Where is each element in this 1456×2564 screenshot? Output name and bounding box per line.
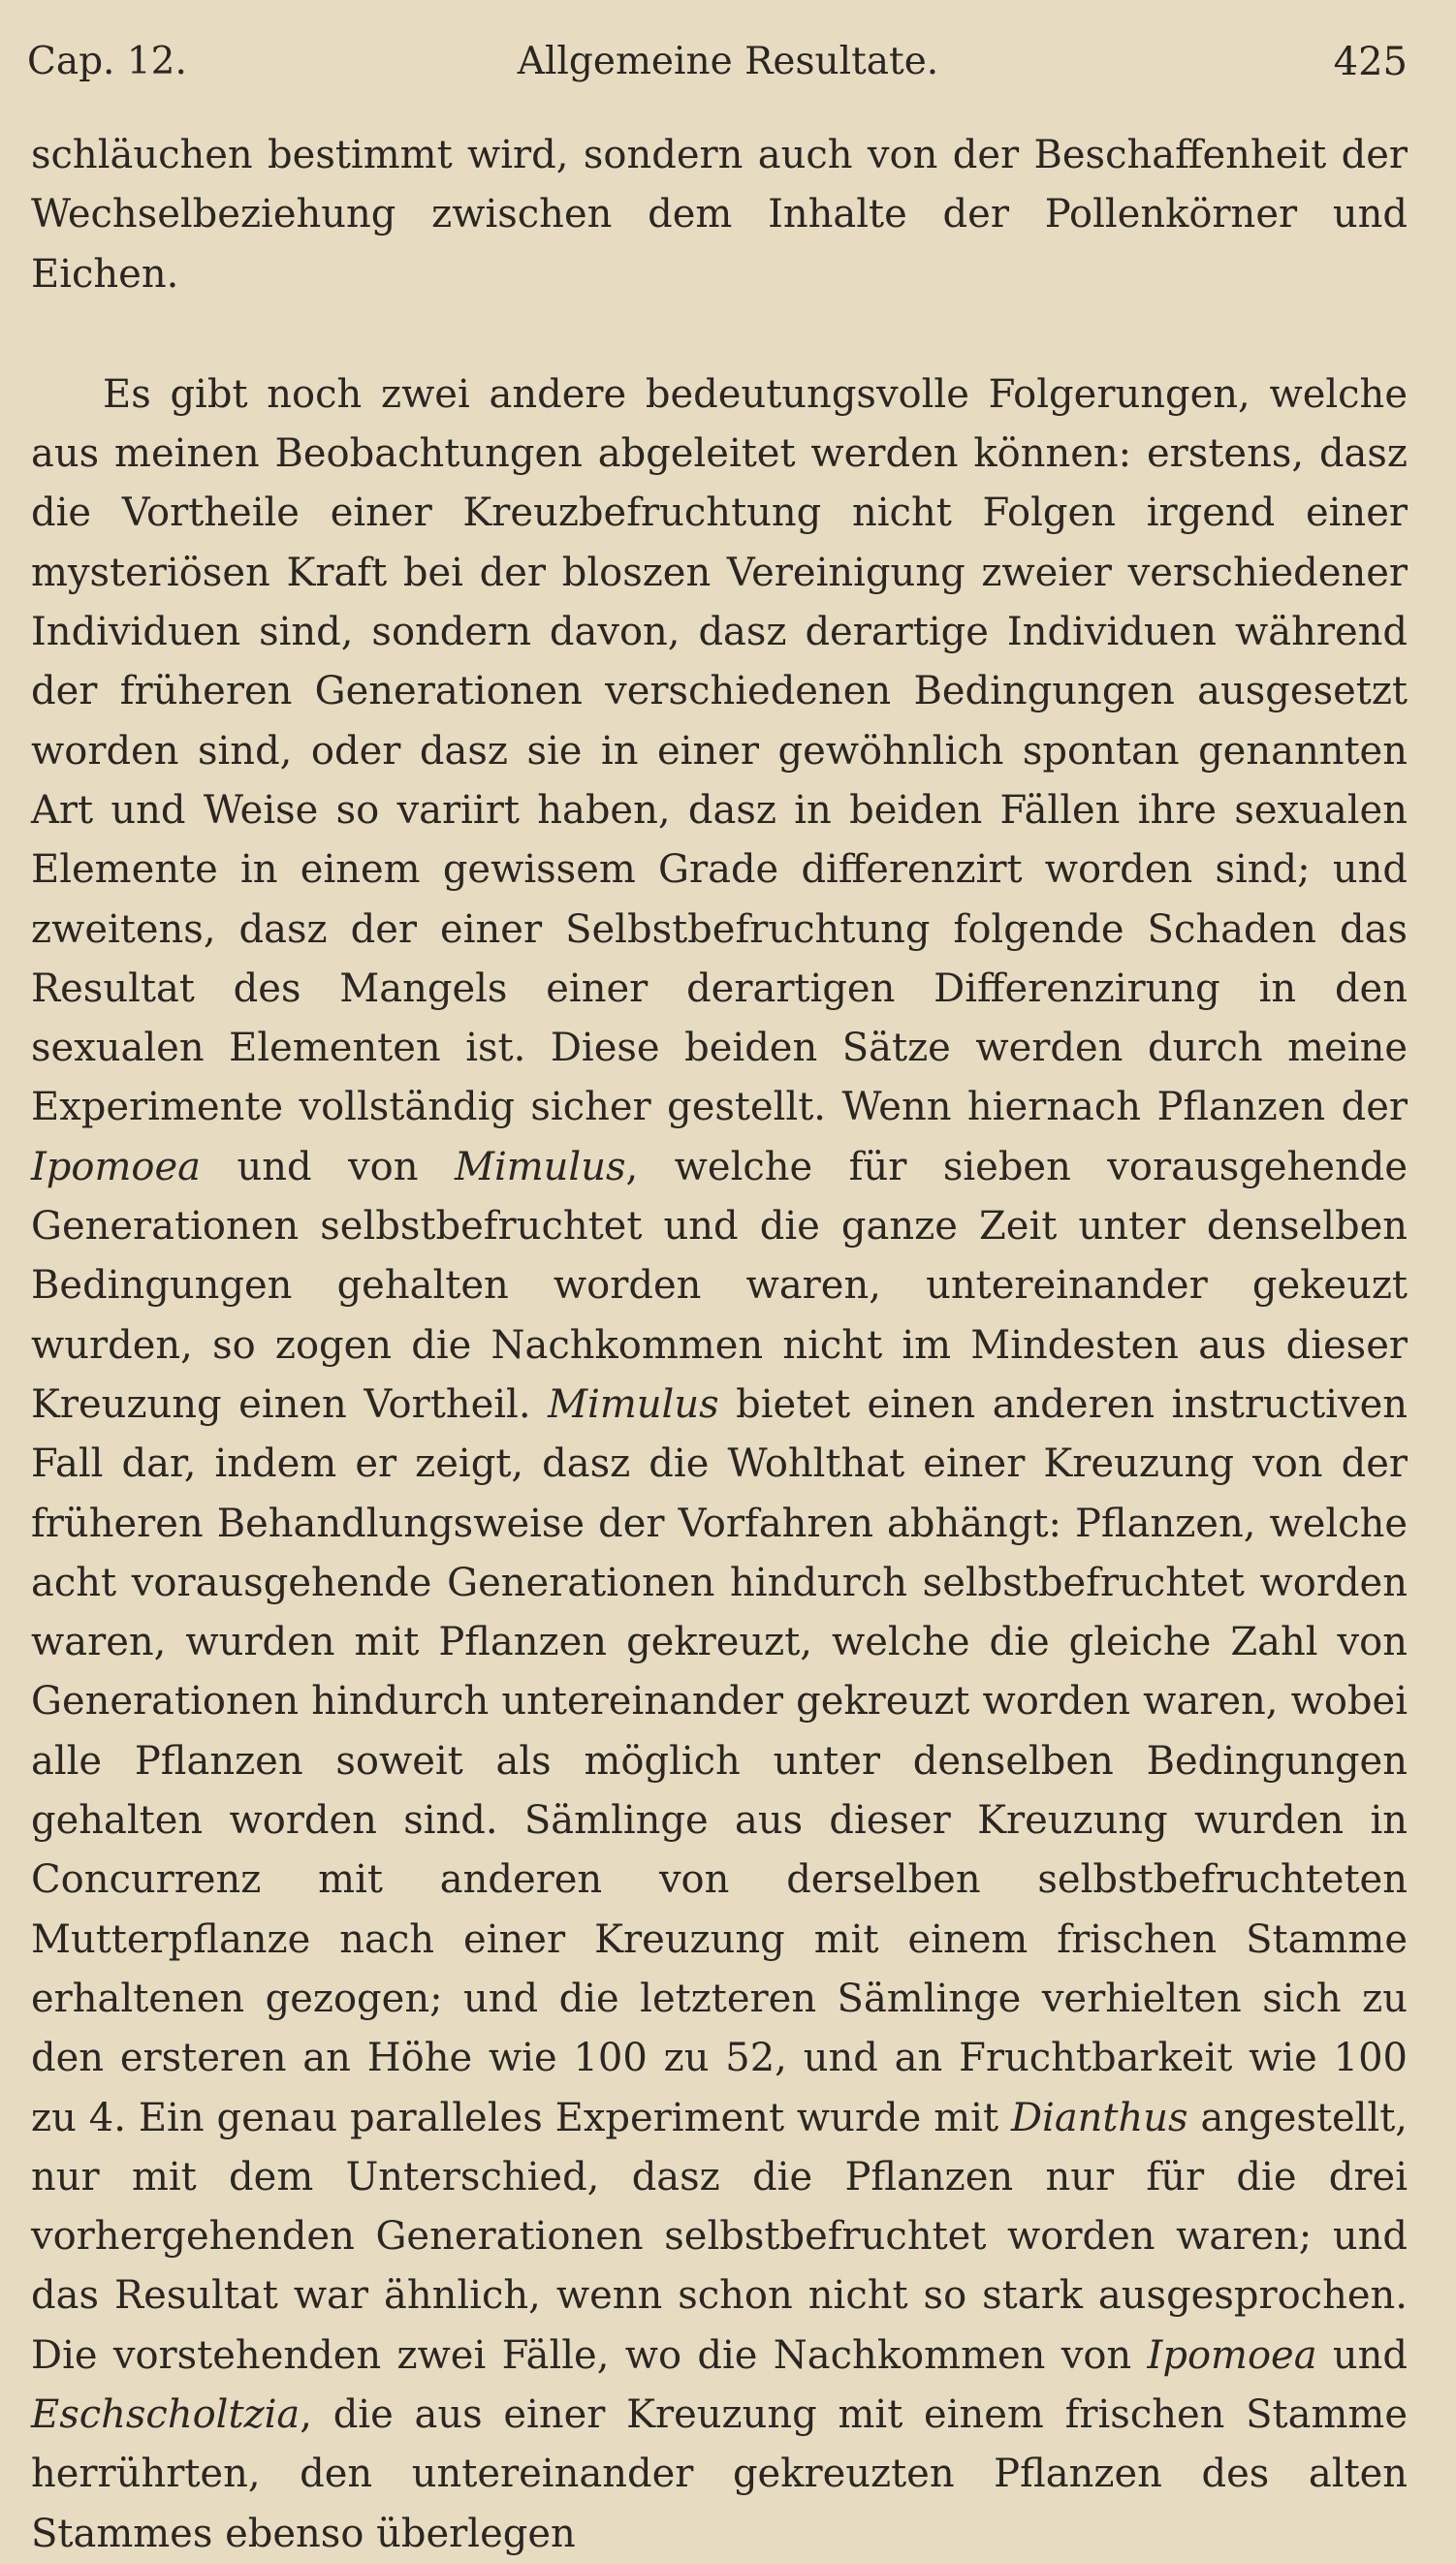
species-name-eschscholtzia: Eschscholtzia [31, 2391, 301, 2437]
section-title: Allgemeine Resultate. [517, 40, 939, 83]
running-header [0, 33, 1456, 91]
body-text [31, 126, 1408, 2564]
page-number: 425 [1333, 40, 1408, 84]
text-run: Es gibt noch zwei andere bedeutungsvolle Folgerungen, welche aus meinen Beobachtungen abgeleitet werden können: erstens, dasz die Vortheile einer Kreuzbefruchtung nicht Folgen irgend einer mysteriösen Kraft bei der bloszen Vereinigung zweier verschiedener Individuen sind, sondern davon, dasz derartige Individuen während der früheren Generationen verschiedenen Bedingungen ausgesetzt worden sind, oder dasz sie in einer gewöhnlich spontan genannten Art und Weise so variirt haben, dasz in beiden Fällen ihre sexualen Elemente in einem gewissem Grade differenzirt worden sind; und zweitens, dasz der einer Selbstbefruchtung folgende Schaden das Resultat des Mangels einer derartigen Differenzirung in den sexualen Elementen ist. Diese beiden Sätze werden durch meine Experimente vollständig sicher gestellt. Wenn hiernach Pflanzen der [31, 371, 1408, 1130]
chapter-label: Cap. 12. [27, 40, 187, 83]
text-run: angestellt, nur mit dem Unterschied, dasz die Pflanzen nur für die drei vorhergehenden Generationen selbstbefruchtet worden waren; und das Resultat war ähnlich, wenn schon nicht so stark ausgesprochen. Die vorstehenden zwei Fälle, wo die Nachkommen von [31, 2095, 1409, 2378]
paragraph-2 [31, 365, 1408, 2564]
species-name-ipomoea: Ipomoea [1147, 2332, 1317, 2378]
text-run: , die aus einer Kreuzung mit einem frischen Stamme herrührten, den untereinander gekreuzten Pflanzen des alten Stammes ebenso überlegen [31, 2391, 1408, 2556]
species-name-mimulus: Mimulus [548, 1381, 719, 1427]
text-run: bietet einen anderen instructiven Fall dar, indem er zeigt, dasz die Wohlthat einer Kreuzung von der früheren Behandlungsweise der Vorfahren abhängt: Pflanzen, welche acht vorausgehende Generationen hindurch selbstbefruchtet worden waren, wurden mit Pflanzen gekreuzt, welche die gleiche Zahl von Generationen hindurch untereinander gekreuzt worden waren, wobei alle Pflanzen soweit als möglich unter denselben Bedingungen gehalten worden sind. Sämlinge aus dieser Kreuzung wurden in Concurrenz mit anderen von derselben selbstbefruchteten Mutterpflanze nach einer Kreuzung mit einem frischen Stamme erhaltenen gezogen; und die letzteren Sämlinge verhielten sich zu den ersteren an Höhe wie 100 zu 52, und an Fruchtbarkeit wie 100 zu 4. Ein genau paralleles Experiment wurde mit [31, 1381, 1408, 2140]
text-run: , welche für sieben vorausgehende Generationen selbstbefruchtet und die ganze Zeit unter denselben Bedingungen gehalten worden waren, untereinander gekeuzt wurden, so zogen die Nachkommen nicht im Mindesten aus dieser Kreuzung einen Vortheil. [31, 1144, 1408, 1427]
species-name-ipomoea: Ipomoea [31, 1144, 202, 1189]
text-run: und [1316, 2332, 1409, 2378]
text-run: und von [201, 1144, 455, 1189]
text-run: schläuchen bestimmt wird, sondern auch von der Beschaffenheit der Wechselbeziehung zwischen dem Inhalte der Pollenkörner und Eichen. [31, 133, 1408, 297]
paragraph-1 [31, 126, 1408, 304]
species-name-dianthus: Dianthus [1010, 2095, 1188, 2140]
species-name-mimulus: Mimulus [454, 1144, 626, 1189]
